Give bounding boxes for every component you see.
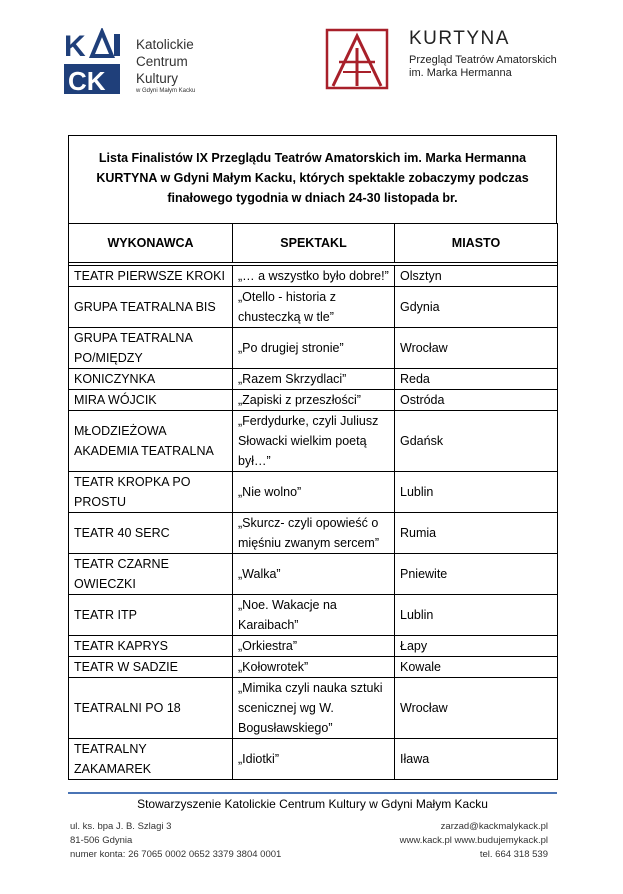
kurtyna-title: KURTYNA <box>409 28 510 49</box>
city-cell: Lublin <box>395 472 558 513</box>
performer-cell: MIRA WÓJCIK <box>69 390 233 411</box>
kurtyna-sub-line-1: Przegląd Teatrów Amatorskich <box>409 54 557 66</box>
kak-location: w Gdyni Małym Kacku <box>136 88 196 94</box>
show-cell: „Kołowrotek” <box>233 657 395 678</box>
header-city: MIASTO <box>395 224 558 263</box>
theatre-curtain-icon <box>325 28 389 90</box>
kak-line-1: Katolickie <box>136 37 194 52</box>
performer-cell: TEATR KROPKA PO PROSTU <box>69 472 233 513</box>
table-row <box>69 390 558 411</box>
title-box <box>68 135 557 223</box>
city-cell: Pniewite <box>395 554 558 595</box>
footer-email[interactable]: zarzad@kackmalykack.pl <box>440 821 548 832</box>
city-cell: Olsztyn <box>395 266 558 287</box>
city-cell: Łapy <box>395 636 558 657</box>
footer-address <box>70 820 281 862</box>
city-cell: Reda <box>395 369 558 390</box>
performer-cell: KONICZYNKA <box>69 369 233 390</box>
show-cell: „Skurcz- czyli opowieść o mięśniu zwanym sercem” <box>233 513 395 554</box>
city-cell: Rumia <box>395 513 558 554</box>
table-row <box>69 472 558 513</box>
finalists-table <box>68 223 558 780</box>
table-row <box>69 636 558 657</box>
kak-logo <box>64 28 214 98</box>
table-row <box>69 678 558 739</box>
performer-cell: GRUPA TEATRALNA BIS <box>69 287 233 328</box>
city-cell: Wrocław <box>395 678 558 739</box>
show-cell: „Walka” <box>233 554 395 595</box>
show-cell: „Po drugiej stronie” <box>233 328 395 369</box>
title-line-3: finałowego tygodnia w dniach 24-30 listopada br. <box>167 191 458 205</box>
city-cell: Gdańsk <box>395 411 558 472</box>
table-row <box>69 411 558 472</box>
table-row <box>69 328 558 369</box>
show-cell: „Mimika czyli nauka sztuki scenicznej wg W. Bogusławskiego” <box>233 678 395 739</box>
table-row <box>69 369 558 390</box>
table-row <box>69 554 558 595</box>
table-row <box>69 595 558 636</box>
performer-cell: TEATR ITP <box>69 595 233 636</box>
footer-account: numer konta: 26 7065 0002 0652 3379 3804 0001 <box>70 849 282 860</box>
kurtyna-subtitle <box>409 54 557 80</box>
kak-logo-text <box>136 36 194 87</box>
show-cell: „Otello - historia z chusteczką w tle” <box>233 287 395 328</box>
performer-cell: TEATR 40 SERC <box>69 513 233 554</box>
performer-cell: MŁODZIEŻOWA AKADEMIA TEATRALNA <box>69 411 233 472</box>
city-cell: Gdynia <box>395 287 558 328</box>
footer-contact <box>400 820 548 862</box>
footer-divider <box>68 792 557 794</box>
performer-cell: TEATR W SADZIE <box>69 657 233 678</box>
show-cell: „Ferdydurke, czyli Juliusz Słowacki wielkim poetą był…” <box>233 411 395 472</box>
performer-cell: TEATR CZARNE OWIECZKI <box>69 554 233 595</box>
header-performer: WYKONAWCA <box>69 224 233 263</box>
show-cell: „Orkiestra” <box>233 636 395 657</box>
performer-cell: TEATR KAPRYS <box>69 636 233 657</box>
footer-phone: tel. 664 318 539 <box>479 849 548 860</box>
kurtyna-sub-line-2: im. Marka Hermanna <box>409 67 512 79</box>
table-row <box>69 657 558 678</box>
table-header-row <box>69 224 558 263</box>
performer-cell: TEATRALNI PO 18 <box>69 678 233 739</box>
svg-text:CK: CK <box>68 66 106 96</box>
show-cell: „Nie wolno” <box>233 472 395 513</box>
title-line-1: Lista Finalistów IX Przeglądu Teatrów Amatorskich im. Marka Hermanna <box>98 151 527 165</box>
show-cell: „… a wszystko było dobre!” <box>233 266 395 287</box>
footer-websites[interactable]: www.kack.pl www.budujemykack.pl <box>399 835 548 846</box>
performer-cell: GRUPA TEATRALNA PO/MIĘDZY <box>69 328 233 369</box>
table-row <box>69 266 558 287</box>
show-cell: „Idiotki” <box>233 739 395 780</box>
city-cell: Wrocław <box>395 328 558 369</box>
title-line-2: KURTYNA w Gdyni Małym Kacku, których spektakle zobaczymy podczas <box>96 171 529 185</box>
city-cell: Ostróda <box>395 390 558 411</box>
footer-postcode: 81-506 Gdynia <box>70 835 133 846</box>
table-row <box>69 513 558 554</box>
city-cell: Kowale <box>395 657 558 678</box>
table-row <box>69 287 558 328</box>
table-body <box>69 263 558 780</box>
show-cell: „Razem Skrzydlaci” <box>233 369 395 390</box>
performer-cell: TEATR PIERWSZE KROKI <box>69 266 233 287</box>
table-row <box>69 739 558 780</box>
kak-logo-mark-icon <box>64 28 126 96</box>
footer-street: ul. ks. bpa J. B. Szlagi 3 <box>70 821 172 832</box>
kak-line-2: Centrum <box>136 54 188 69</box>
city-cell: Iława <box>395 739 558 780</box>
city-cell: Lublin <box>395 595 558 636</box>
document-title <box>69 136 556 208</box>
kurtyna-logo <box>325 28 565 98</box>
footer-organization: Stowarzyszenie Katolickie Centrum Kultury w Gdyni Małym Kacku <box>137 797 488 811</box>
header-show: SPEKTAKL <box>233 224 395 263</box>
show-cell: „Zapiski z przeszłości” <box>233 390 395 411</box>
show-cell: „Noe. Wakacje na Karaibach” <box>233 595 395 636</box>
kak-line-3: Kultury <box>136 71 179 86</box>
svg-text:K: K <box>64 30 86 63</box>
performer-cell: TEATRALNY ZAKAMAREK <box>69 739 233 780</box>
